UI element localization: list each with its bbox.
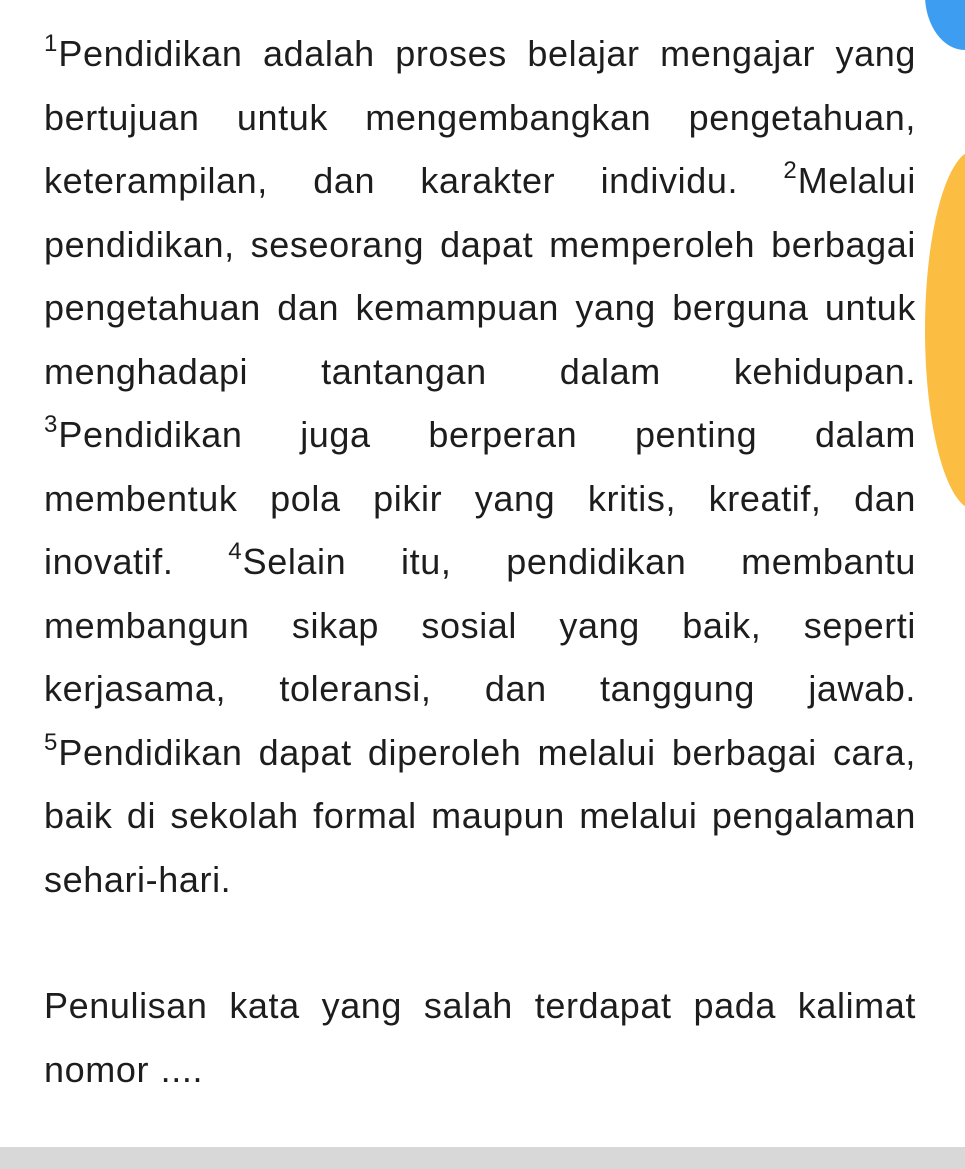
sentence-3: Pendidikan juga berperan penting dalam membentuk pola pikir yang kritis, kreatif, dan inovatif. <box>44 414 916 582</box>
question-card <box>44 22 916 1101</box>
yellow-side-shape <box>925 150 965 510</box>
sentence-1: Pendidikan adalah proses belajar mengajar yang bertujuan untuk mengembangkan pengetahuan, keterampilan, dan karakter individu. <box>44 33 916 201</box>
sentence-5: Pendidikan dapat diperoleh melalui berbagai cara, baik di sekolah formal maupun melalui pengalaman sehari-hari. <box>44 731 916 900</box>
reading-passage <box>44 22 916 911</box>
question-prompt: Penulisan kata yang salah terdapat pada kalimat nomor .... <box>44 985 916 1090</box>
blue-corner-shape <box>925 0 965 50</box>
bottom-divider <box>0 1147 965 1169</box>
sentence-number-1: 1 <box>44 30 58 58</box>
sentence-2: Melalui pendidikan, seseorang dapat memperoleh berbagai pengetahuan dan kemampuan yang berguna untuk menghadapi tantangan dalam kehidupan. <box>44 160 916 392</box>
sentence-number-2: 2 <box>783 157 797 185</box>
sentence-4: Selain itu, pendidikan membantu membangun sikap sosial yang baik, seperti kerjasama, toleransi, dan tanggung jawab. <box>44 541 916 709</box>
sentence-number-5: 5 <box>44 728 58 756</box>
sentence-number-3: 3 <box>44 411 58 439</box>
sentence-number-4: 4 <box>228 538 242 566</box>
